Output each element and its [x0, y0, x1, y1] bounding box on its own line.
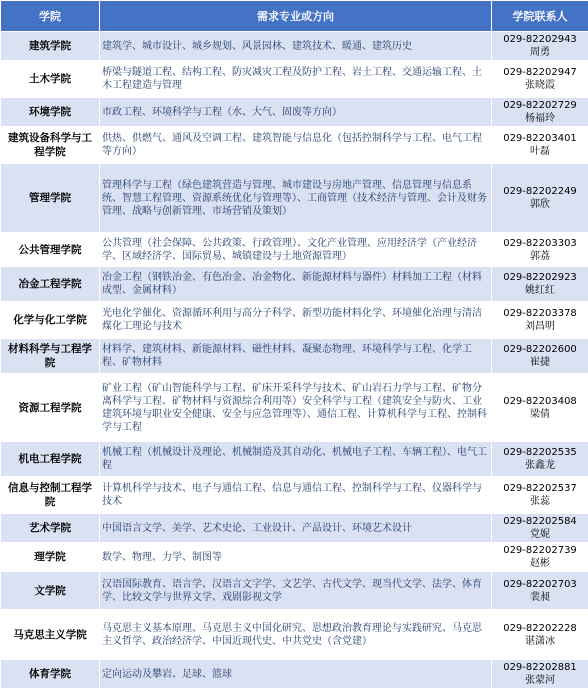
contact-person: 刘昌明 — [525, 321, 555, 332]
college-name: 资源工程学院 — [1, 374, 100, 442]
majors-text: 桥梁与隧道工程、结构工程、防灾减灾工程及防护工程、岩土工程、交通运输工程、土木工程建造与管理 — [100, 61, 492, 98]
table-row — [1, 339, 588, 374]
college-name: 材料科学与工程学院 — [1, 339, 100, 374]
contact-cell — [492, 233, 588, 267]
contact-cell — [492, 610, 588, 660]
contact-cell — [492, 61, 588, 98]
college-name: 马克思主义学院 — [1, 610, 100, 660]
table-row — [1, 32, 588, 61]
college-name: 公共管理学院 — [1, 233, 100, 267]
contact-person: 赵彬 — [530, 558, 550, 569]
majors-text: 定向运动及攀岩、足球、篮球 — [100, 660, 492, 689]
table-row — [1, 302, 588, 339]
college-name: 理学院 — [1, 543, 100, 572]
contact-cell — [492, 374, 588, 442]
table-row — [1, 267, 588, 302]
table-row — [1, 543, 588, 572]
majors-text: 矿业工程（矿山智能科学与工程、矿床开采科学与技术、矿山岩石力学与工程、矿物分离科学与工程、矿物材料与资源综合利用等）安全科学与工程（建筑安全与防火、工业建筑环境与职业安全健康、安全与应急管理等）、通信工程、计算机科学与工程、控制科学与工程 — [100, 374, 492, 442]
majors-text: 光电化学催化、资源循环利用与高分子科学、新型功能材料化学、环境催化治理与清洁煤化工理论与技术 — [100, 302, 492, 339]
contact-phone: 029-82203408 — [503, 395, 577, 407]
contact-cell — [492, 543, 588, 572]
contact-person: 姚红红 — [525, 285, 555, 296]
contact-phone: 029-82202584 — [503, 516, 577, 527]
contact-cell — [492, 442, 588, 477]
table-row — [1, 374, 588, 442]
table-row — [1, 610, 588, 660]
table-row — [1, 127, 588, 164]
table-row — [1, 514, 588, 543]
majors-text: 市政工程、环境科学与工程（水、大气、固废等方向） — [100, 98, 492, 127]
contact-cell — [492, 302, 588, 339]
majors-text: 数学、物理、力学、制图等 — [100, 543, 492, 572]
majors-text: 材料学、建筑材料、新能源材料、磁性材料、凝聚态物理、环境科学与工程、化学工程、矿物材料 — [100, 339, 492, 374]
college-name: 土木学院 — [1, 61, 100, 98]
college-name: 建筑学院 — [1, 32, 100, 61]
header-row — [1, 1, 588, 32]
contact-phone: 029-82202943 — [503, 34, 577, 45]
contact-person: 张晓霞 — [525, 80, 555, 91]
majors-text: 供热、供燃气、通风及空调工程、建筑智能与信息化（包括控制科学与工程、电气工程等方向） — [100, 127, 492, 164]
college-name: 环境学院 — [1, 98, 100, 127]
header-contact: 学院联系人 — [492, 1, 588, 32]
college-name: 管理学院 — [1, 164, 100, 233]
contact-phone: 029-82202923 — [503, 272, 577, 283]
contact-phone: 029-82202739 — [503, 545, 577, 556]
contact-person: 崔捷 — [530, 357, 550, 368]
majors-text: 机械工程（机械设计及理论、机械制造及其自动化、机械电子工程、车辆工程）、电气工程 — [100, 442, 492, 477]
majors-text: 冶金工程（钢铁冶金、有色冶金、冶金物化、新能源材料与器件）材料加工工程（材料成型、金属材料） — [100, 267, 492, 302]
contact-person: 杨福玲 — [525, 113, 555, 124]
contact-cell — [492, 164, 588, 233]
contact-person: 周勇 — [530, 47, 550, 58]
contact-cell — [492, 98, 588, 127]
header-college: 学院 — [1, 1, 100, 32]
contact-cell — [492, 477, 588, 514]
college-name: 冶金工程学院 — [1, 267, 100, 302]
table-row — [1, 233, 588, 267]
contact-person: 梁倩 — [530, 408, 550, 420]
contact-phone: 029-82203401 — [503, 133, 577, 144]
majors-text: 马克思主义基本原理、马克思主义中国化研究、思想政治教育理论与实践研究、马克思主义哲学、政治经济学、中国近现代史、中共党史（含党建） — [100, 610, 492, 660]
college-name: 信息与控制工程学院 — [1, 477, 100, 514]
contact-person: 叶磊 — [530, 146, 550, 157]
contact-phone: 029-82202535 — [503, 447, 577, 458]
table-row — [1, 442, 588, 477]
table-row — [1, 477, 588, 514]
table-row — [1, 164, 588, 233]
contact-phone: 029-82202249 — [503, 186, 577, 197]
contact-person: 郭荔 — [530, 250, 550, 262]
majors-text: 计算机科学与技术、电子与通信工程、信息与通信工程、控制科学与工程、仪器科学与技术 — [100, 477, 492, 514]
contact-phone: 029-82202228 — [503, 622, 577, 634]
contact-cell — [492, 339, 588, 374]
contact-phone: 029-82203303 — [503, 237, 577, 249]
contact-cell — [492, 572, 588, 610]
contact-phone: 029-82202703 — [503, 578, 577, 590]
header-majors: 需求专业或方向 — [100, 1, 492, 32]
majors-text: 汉语国际教育、语言学、汉语言文字学、文艺学、古代文学、现当代文学、法学、体育学、比较文学与世界文学、戏剧影视文学 — [100, 572, 492, 610]
college-name: 机电工程学院 — [1, 442, 100, 477]
contact-cell — [492, 267, 588, 302]
college-name: 艺术学院 — [1, 514, 100, 543]
majors-text: 公共管理（社会保障、公共政策、行政管理）、文化产业管理、应用经济学（产业经济学、区域经济学、国际贸易、城镇建设与土地资源管理） — [100, 233, 492, 267]
contact-cell — [492, 127, 588, 164]
table-row — [1, 98, 588, 127]
contact-phone: 029-82202881 — [503, 662, 577, 673]
contact-person: 郭欣 — [530, 199, 550, 210]
contact-phone: 029-82202600 — [503, 344, 577, 355]
contact-phone: 029-82202729 — [503, 100, 577, 111]
majors-text: 管理科学与工程（绿色建筑营造与管理、城市建设与房地产管理、信息管理与信息系统、智慧工程管理、资源系统优化与管理等）、工商管理（技术经济与管理、会计及财务管理、战略与创新管理、市场营销及策划） — [100, 164, 492, 233]
contact-person: 张蒙河 — [525, 675, 555, 686]
contact-person: 党妮 — [530, 529, 550, 540]
contact-person: 张鑫龙 — [525, 460, 555, 471]
majors-text: 建筑学、城市设计、城乡规划、风景园林、建筑技术、暖通、建筑历史 — [100, 32, 492, 61]
contact-phone: 029-82202947 — [503, 67, 577, 78]
contact-person: 谌潇冰 — [525, 635, 555, 647]
contact-person: 张蕊 — [530, 496, 550, 507]
contact-phone: 029-82202537 — [503, 483, 577, 494]
contact-cell — [492, 32, 588, 61]
college-name: 化学与化工学院 — [1, 302, 100, 339]
college-name: 体育学院 — [1, 660, 100, 689]
contact-cell — [492, 660, 588, 689]
contact-phone: 029-82203378 — [503, 308, 577, 319]
table-row — [1, 572, 588, 610]
majors-text: 中国语言文学、美学、艺术史论、工业设计、产品设计、环境艺术设计 — [100, 514, 492, 543]
contact-person: 裴昶 — [530, 591, 550, 603]
college-name: 建筑设备科学与工程学院 — [1, 127, 100, 164]
contact-cell — [492, 514, 588, 543]
table-row — [1, 61, 588, 98]
table-row — [1, 660, 588, 689]
college-name: 文学院 — [1, 572, 100, 610]
